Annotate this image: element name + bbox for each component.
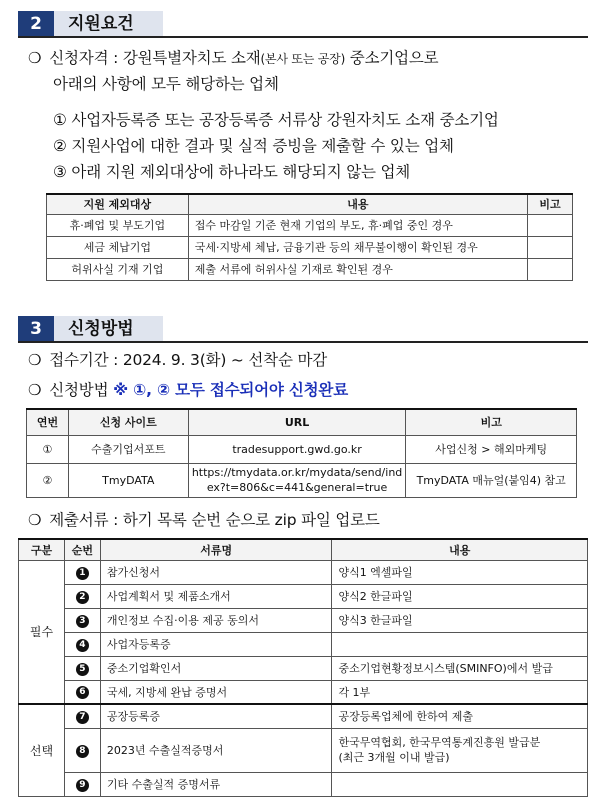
- section3-title: 신청방법: [54, 316, 163, 342]
- section2-header: [18, 11, 163, 37]
- table-header: 구분: [19, 539, 65, 560]
- doc-name: 기타 수출실적 증명서류: [100, 772, 332, 796]
- table-row: [19, 704, 588, 728]
- qualification-suffix: 중소기업으로: [345, 49, 439, 67]
- qualification-prefix: 신청자격 : 강원특별자치도 소재: [49, 49, 261, 67]
- table-header-row: [19, 539, 588, 560]
- table-row: [19, 656, 588, 680]
- qualification-small: (본사 또는 공장): [260, 52, 346, 66]
- bullet-icon: ❍: [28, 351, 42, 369]
- number-badge: 6: [76, 686, 89, 699]
- doc-name: 사업자등록증: [100, 632, 332, 656]
- table-header: 내용: [332, 539, 588, 560]
- table-header: 서류명: [100, 539, 332, 560]
- table-row: [19, 560, 588, 584]
- number-badge: 9: [76, 779, 89, 792]
- doc-desc: 공장등록업체에 한하여 제출: [332, 704, 588, 728]
- table-cell: [528, 258, 573, 280]
- table-cell: TmyDATA: [68, 463, 188, 497]
- docs-title-text: 제출서류 : 하기 목록 순번 순으로 zip 파일 업로드: [49, 511, 380, 529]
- doc-desc: 중소기업현황정보시스템(SMINFO)에서 발급: [332, 656, 588, 680]
- group-optional: 선택: [19, 704, 65, 796]
- doc-name: 참가신청서: [100, 560, 332, 584]
- table-header: 지원 제외대상: [47, 194, 189, 214]
- row-number: [64, 772, 100, 796]
- site-table: [26, 408, 577, 498]
- qualification-line1: [28, 46, 438, 68]
- group-required: 필수: [19, 560, 65, 704]
- bullet-icon: ❍: [28, 381, 42, 399]
- table-cell: 제출 서류에 허위사실 기재로 확인된 경우: [188, 258, 527, 280]
- method-highlight: ※ ①, ② 모두 접수되어야 신청완료: [113, 381, 348, 399]
- table-header: 비고: [406, 409, 577, 435]
- table-header: 내용: [188, 194, 527, 214]
- section3-header: [18, 316, 163, 342]
- method-label: 신청방법: [49, 381, 114, 399]
- section2-number: 2: [18, 11, 54, 37]
- table-cell: 국세·지방세 체납, 금융기관 등의 채무불이행이 확인된 경우: [188, 236, 527, 258]
- requirement-item-1: ① 사업자등록증 또는 공장등록증 서류상 강원자치도 소재 중소기업: [53, 111, 499, 129]
- bullet-icon: ❍: [28, 511, 42, 529]
- number-badge: 5: [76, 663, 89, 676]
- table-cell: [528, 236, 573, 258]
- doc-desc: 양식2 한글파일: [332, 584, 588, 608]
- table-row: [19, 584, 588, 608]
- table-row: [19, 728, 588, 772]
- table-row: [27, 435, 577, 463]
- doc-desc: 양식3 한글파일: [332, 608, 588, 632]
- row-number: [64, 704, 100, 728]
- table-row: [19, 632, 588, 656]
- table-header-row: [47, 194, 573, 214]
- table-header-row: [27, 409, 577, 435]
- table-cell: 허위사실 기재 기업: [47, 258, 189, 280]
- table-row: [19, 772, 588, 796]
- doc-desc: 각 1부: [332, 680, 588, 704]
- number-badge: 4: [76, 639, 89, 652]
- table-cell: TmyDATA 매뉴얼(붙임4) 참고: [406, 463, 577, 497]
- doc-name: 중소기업확인서: [100, 656, 332, 680]
- table-header: 신청 사이트: [68, 409, 188, 435]
- doc-name: 공장등록증: [100, 704, 332, 728]
- row-number: [64, 584, 100, 608]
- url-link[interactable]: tradesupport.gwd.go.kr: [188, 435, 406, 463]
- row-number: [64, 656, 100, 680]
- row-number: [64, 728, 100, 772]
- table-row: [47, 258, 573, 280]
- doc-name: 국세, 지방세 완납 증명서: [100, 680, 332, 704]
- doc-desc-line1: 한국무역협회, 한국무역통계진흥원 발급분: [338, 736, 541, 749]
- table-cell: 사업신청 > 해외마케팅: [406, 435, 577, 463]
- section2-rule: [18, 36, 588, 38]
- application-method: [28, 378, 348, 400]
- number-badge: 3: [76, 615, 89, 628]
- bullet-icon: ❍: [28, 49, 42, 67]
- doc-desc: [332, 632, 588, 656]
- requirement-item-2: ② 지원사업에 대한 결과 및 실적 증빙을 제출할 수 있는 업체: [53, 137, 454, 155]
- table-row: [47, 236, 573, 258]
- table-header: 순번: [64, 539, 100, 560]
- table-row: [27, 463, 577, 497]
- requirement-item-3: ③ 아래 지원 제외대상에 하나라도 해당되지 않는 업체: [53, 163, 411, 181]
- section2-title: 지원요건: [54, 11, 163, 37]
- docs-table: [18, 538, 588, 797]
- section3-rule: [18, 341, 588, 343]
- doc-desc: [332, 772, 588, 796]
- table-cell: 수출기업서포트: [68, 435, 188, 463]
- number-badge: 7: [76, 711, 89, 724]
- docs-title: [28, 508, 380, 530]
- application-period: [28, 348, 327, 370]
- table-row: [47, 214, 573, 236]
- doc-name: 2023년 수출실적증명서: [100, 728, 332, 772]
- row-number: [64, 680, 100, 704]
- doc-name: 사업계획서 및 제품소개서: [100, 584, 332, 608]
- row-number: [64, 632, 100, 656]
- period-text: 접수기간 : 2024. 9. 3(화) ~ 선착순 마감: [49, 351, 327, 369]
- table-cell: ②: [27, 463, 69, 497]
- table-header: URL: [188, 409, 406, 435]
- doc-desc-line2: (최근 3개월 이내 발급): [338, 751, 450, 764]
- table-row: [19, 680, 588, 704]
- url-link[interactable]: https://tmydata.or.kr/mydata/send/index?t=806&c=441&general=true: [188, 463, 406, 497]
- table-cell: [528, 214, 573, 236]
- row-number: [64, 608, 100, 632]
- table-header: 비고: [528, 194, 573, 214]
- table-cell: ①: [27, 435, 69, 463]
- qualification-line2: 아래의 사항에 모두 해당하는 업체: [53, 75, 279, 93]
- section3-number: 3: [18, 316, 54, 342]
- exclusion-table: [46, 193, 573, 281]
- table-cell: 접수 마감일 기준 현재 기업의 부도, 휴·폐업 중인 경우: [188, 214, 527, 236]
- table-row: [19, 608, 588, 632]
- number-badge: 1: [76, 567, 89, 580]
- table-cell: 휴·폐업 및 부도기업: [47, 214, 189, 236]
- doc-desc: [332, 728, 588, 772]
- row-number: [64, 560, 100, 584]
- table-cell: 세금 체납기업: [47, 236, 189, 258]
- doc-desc: 양식1 엑셀파일: [332, 560, 588, 584]
- table-header: 연번: [27, 409, 69, 435]
- number-badge: 2: [76, 591, 89, 604]
- number-badge: 8: [76, 745, 89, 758]
- doc-name: 개인정보 수집·이용 제공 동의서: [100, 608, 332, 632]
